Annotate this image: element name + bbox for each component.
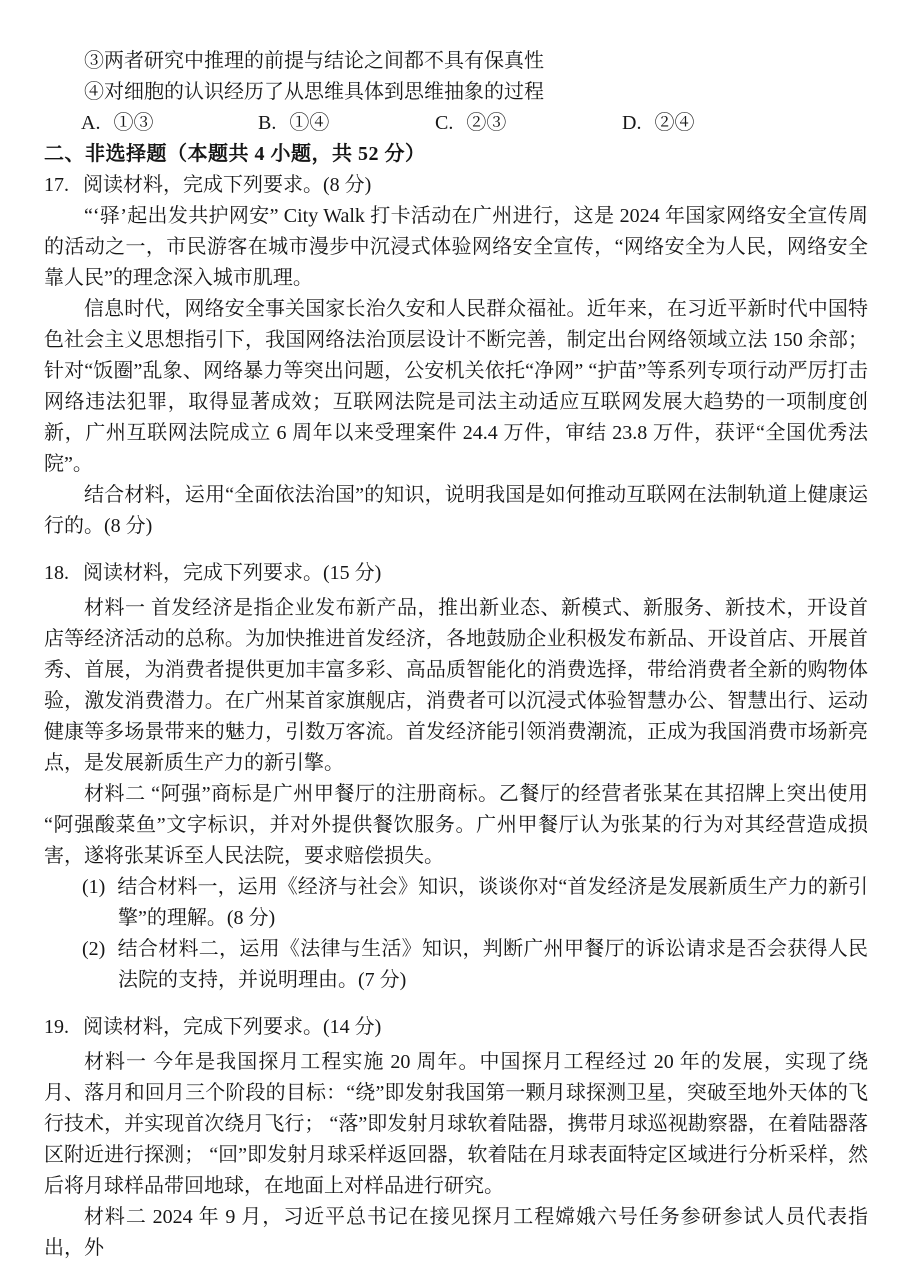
question-18-heading bbox=[44, 558, 868, 589]
option-a-label: A. bbox=[81, 112, 101, 134]
question-17-title: 阅读材料，完成下列要求。(8 分) bbox=[83, 174, 372, 196]
section-2-heading: 二、非选择题（本题共 4 小题，共 52 分） bbox=[44, 143, 426, 165]
option-c-value: ②③ bbox=[466, 112, 507, 134]
q19-material-2-partial: 材料二 2024 年 9 月，习近平总书记在接见探月工程嫦娥六号任务参研参试人员代表指出，外 bbox=[44, 1206, 868, 1259]
answer-options-row bbox=[44, 108, 868, 139]
option-b bbox=[258, 108, 435, 139]
option-d-label: D. bbox=[622, 112, 642, 134]
question-19-number: 19. bbox=[44, 1016, 69, 1038]
option-c bbox=[435, 108, 622, 139]
q18-sub-question-2-label: (2) bbox=[82, 938, 106, 960]
question-17-heading bbox=[44, 170, 868, 201]
q18-sub-question-2 bbox=[44, 934, 868, 996]
question-17-number: 17. bbox=[44, 174, 69, 196]
q18-material-2: 材料二 “阿强”商标是广州甲餐厅的注册商标。乙餐厅的经营者张某在其招牌上突出使用“阿强酸菜鱼”文字标识，并对外提供餐饮服务。广州甲餐厅认为张某的行为对其经营造成损害，遂将张某诉至人民法院，要求赔偿损失。 bbox=[44, 783, 868, 867]
q18-material-1: 材料一 首发经济是指企业发布新产品，推出新业态、新模式、新服务、新技术，开设首店等经济活动的总称。为加快推进首发经济，各地鼓励企业积极发布新品、开设首店、开展首秀、首展，为消费者提供更加丰富多彩、高品质智能化的消费选择，带给消费者全新的购物体验，激发消费潜力。在广州某首家旗舰店，消费者可以沉浸式体验智慧办公、智慧出行、运动健康等多场景带来的魅力，引数万客流。首发经济能引领消费潮流，正成为我国消费市场新亮点，是发展新质生产力的新引擎。 bbox=[44, 597, 868, 774]
question-18-number: 18. bbox=[44, 562, 69, 584]
option-c-label: C. bbox=[435, 112, 454, 134]
option-a-value: ①③ bbox=[113, 112, 154, 134]
q18-sub-question-2-text: 结合材料二，运用《法律与生活》知识，判断广州甲餐厅的诉讼请求是否会获得人民法院的支持，并说明理由。(7 分) bbox=[117, 938, 868, 991]
option-d bbox=[622, 108, 694, 139]
option-a bbox=[81, 108, 258, 139]
q18-sub-question-1 bbox=[44, 872, 868, 934]
question-18-title: 阅读材料，完成下列要求。(15 分) bbox=[83, 562, 382, 584]
question-19-heading bbox=[44, 1012, 868, 1043]
option-d-value: ②④ bbox=[654, 112, 695, 134]
statement-circled-4: ④对细胞的认识经历了从思维具体到思维抽象的过程 bbox=[84, 81, 544, 103]
option-b-value: ①④ bbox=[289, 112, 330, 134]
q17-task-paragraph: 结合材料，运用“全面依法治国”的知识，说明我国是如何推动互联网在法制轨道上健康运行的。(8 分) bbox=[44, 484, 868, 537]
q17-material-paragraph-2: 信息时代，网络安全事关国家长治久安和人民群众福祉。近年来，在习近平新时代中国特色社会主义思想指引下，我国网络法治顶层设计不断完善，制定出台网络领域立法 150 余部；针对“饭圈”乱象、网络暴力等突出问题，公安机关依托“净网” “护苗”等系列专项行动严厉打击网络违法犯罪，取得显著成效；互联网法院是司法主动适应互联网发展大趋势的一项制度创新，广州互联网法院成立 6 周年以来受理案件 24.4 万件，审结 23.8 万件，获评“全国优秀法院”。 bbox=[44, 298, 868, 475]
statement-circled-3: ③两者研究中推理的前提与结论之间都不具有保真性 bbox=[84, 50, 544, 72]
option-b-label: B. bbox=[258, 112, 277, 134]
q18-sub-question-1-label: (1) bbox=[82, 876, 106, 898]
q17-material-paragraph-1: “‘驿’起出发共护网安” City Walk 打卡活动在广州进行，这是 2024 年国家网络安全宣传周的活动之一，市民游客在城市漫步中沉浸式体验网络安全宣传，“网络安全为人民，网络安全靠人民”的理念深入城市肌理。 bbox=[44, 205, 868, 289]
q19-material-1: 材料一 今年是我国探月工程实施 20 周年。中国探月工程经过 20 年的发展，实现了绕月、落月和回月三个阶段的目标：“绕”即发射我国第一颗月球探测卫星，突破至地外天体的飞行技术，并实现首次绕月飞行； “落”即发射月球软着陆器，携带月球巡视勘察器，在着陆器落区附近进行探测； “回”即发射月球采样返回器，软着陆在月球表面特定区域进行分析采样，然后将月球样品带回地球，在地面上对样品进行研究。 bbox=[44, 1051, 868, 1197]
question-19-title: 阅读材料，完成下列要求。(14 分) bbox=[83, 1016, 382, 1038]
q18-sub-question-1-text: 结合材料一，运用《经济与社会》知识，谈谈你对“首发经济是发展新质生产力的新引擎”的理解。(8 分) bbox=[117, 876, 868, 929]
